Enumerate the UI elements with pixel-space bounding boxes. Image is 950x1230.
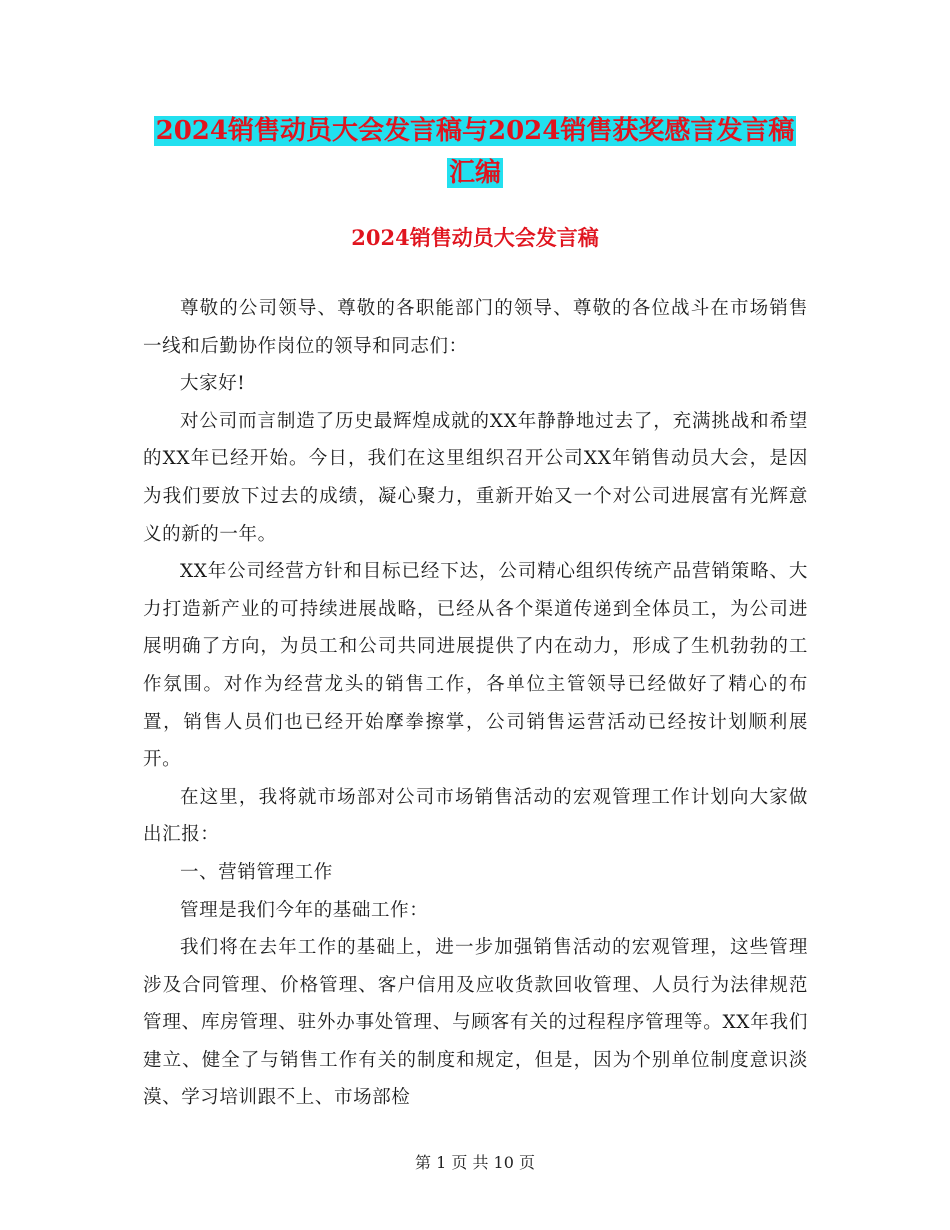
paragraph-heading: 一、营销管理工作: [180, 861, 333, 883]
document-body: [143, 290, 808, 1117]
document-title-line1: 2024销售动员大会发言稿与2024销售获奖感言发言稿: [155, 116, 795, 146]
page-footer: 第 1 页 共 10 页: [415, 1153, 535, 1172]
document-title: [0, 110, 950, 152]
paragraph-greeting: 大家好!: [180, 373, 246, 395]
paragraph: XX年公司经营方针和目标已经下达，公司精心组织传统产品营销策略、大力打造新产业的可持续进展战略，已经从各个渠道传递到全体员工，为公司进展明确了方向，为员工和公司共同进展提供了内在动力，形成了生机勃勃的工作氛围。对作为经营龙头的销售工作，各单位主管领导已经做好了精心的布置，销售人员们也已经开始摩拳擦掌，公司销售运营活动已经按计划顺利展开。: [143, 561, 808, 771]
section-title: 2024销售动员大会发言稿: [351, 225, 599, 250]
document-title-continued: [0, 152, 950, 194]
paragraph: 在这里，我将就市场部对公司市场销售活动的宏观管理工作计划向大家做出汇报：: [143, 786, 808, 846]
document-title-line2: 汇编: [448, 158, 501, 188]
paragraph: 我们将在去年工作的基础上，进一步加强销售活动的宏观管理，这些管理涉及合同管理、价格管理、客户信用及应收货款回收管理、人员行为法律规范管理、库房管理、驻外办事处管理、与顾客有关的过程程序管理等。XX年我们建立、健全了与销售工作有关的制度和规定，但是，因为个别单位制度意识淡漠、学习培训跟不上、市场部检: [143, 937, 808, 1109]
paragraph-salutation: 尊敬的公司领导、尊敬的各职能部门的领导、尊敬的各位战斗在市场销售一线和后勤协作岗位的领导和同志们：: [143, 298, 808, 357]
paragraph: 对公司而言制造了历史最辉煌成就的XX年静静地过去了，充满挑战和希望的XX年已经开始。今日，我们在这里组织召开公司XX年销售动员大会，是因为我们要放下过去的成绩，凝心聚力，重新开始又一个对公司进展富有光辉意义的新的一年。: [143, 410, 808, 545]
paragraph: 管理是我们今年的基础工作：: [180, 899, 429, 921]
